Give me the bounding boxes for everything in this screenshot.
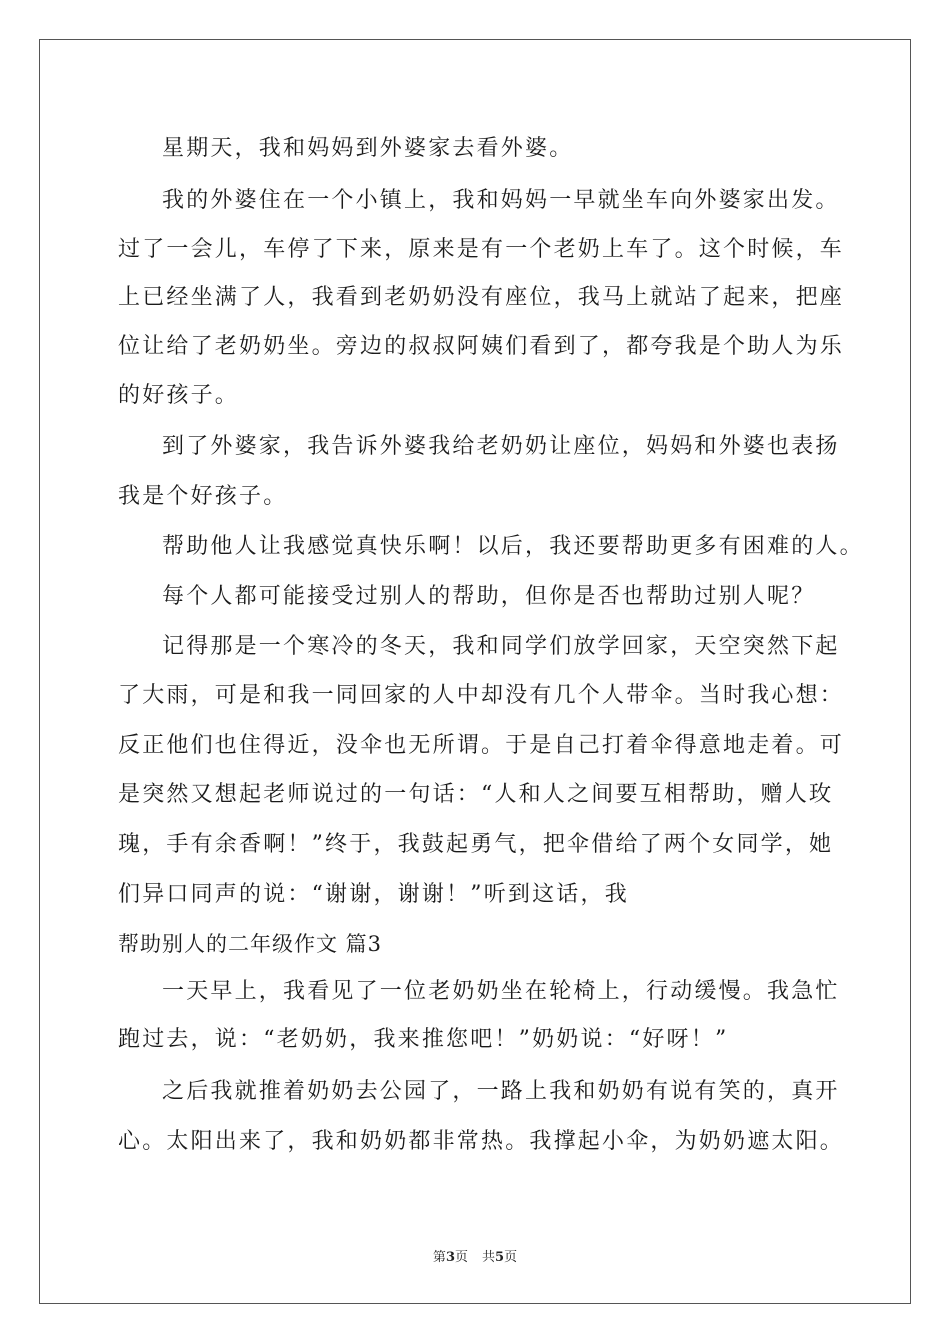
paragraph-line: 们异口同声的说：“谢谢，谢谢！”听到这话，我 (118, 882, 629, 907)
page-footer (0, 1249, 950, 1267)
paragraph-line: 过了一会儿，车停了下来，原来是有一个老奶上车了。这个时候，车 (118, 237, 845, 262)
paragraph-line: 了大雨，可是和我一同回家的人中却没有几个人带伞。当时我心想： (118, 683, 845, 708)
paragraph-line: 心。太阳出来了，我和奶奶都非常热。我撑起小伞，为奶奶遮太阳。 (118, 1129, 845, 1154)
page-label: 第3页 (432, 1250, 468, 1265)
total-pages-label: 共5页 (482, 1250, 518, 1265)
paragraph-line: 位让给了老奶奶坐。旁边的叔叔阿姨们看到了，都夸我是个助人为乐 (118, 334, 845, 359)
paragraph-line: 的好孩子。 (118, 383, 240, 408)
paragraph-line: 我是个好孩子。 (118, 484, 288, 509)
page-border (39, 39, 911, 1304)
paragraph-line: 星期天，我和妈妈到外婆家去看外婆。 (162, 136, 574, 161)
paragraph-line: 上已经坐满了人，我看到老奶奶没有座位，我马上就站了起来，把座 (118, 285, 845, 310)
paragraph-line: 跑过去，说：“老奶奶，我来推您吧！”奶奶说：“好呀！” (118, 1027, 729, 1052)
paragraph-line: 之后我就推着奶奶去公园了，一路上我和奶奶有说有笑的，真开 (162, 1079, 840, 1104)
paragraph-line: 记得那是一个寒冷的冬天，我和同学们放学回家，天空突然下起 (162, 634, 840, 659)
paragraph-line: 帮助他人让我感觉真快乐啊！以后，我还要帮助更多有困难的人。 (162, 534, 864, 559)
paragraph-line: 反正他们也住得近，没伞也无所谓。于是自己打着伞得意地走着。可 (118, 733, 845, 758)
section-heading: 帮助别人的二年级作文 篇3 (118, 932, 383, 956)
paragraph-line: 到了外婆家，我告诉外婆我给老奶奶让座位，妈妈和外婆也表扬 (162, 434, 840, 459)
paragraph-line: 瑰，手有余香啊！”终于，我鼓起勇气，把伞借给了两个女同学，她 (118, 832, 834, 857)
paragraph-line: 我的外婆住在一个小镇上，我和妈妈一早就坐车向外婆家出发。 (162, 188, 840, 213)
paragraph-line: 是突然又想起老师说过的一句话：“人和人之间要互相帮助，赠人玫 (118, 782, 834, 807)
paragraph-line: 每个人都可能接受过别人的帮助，但你是否也帮助过别人呢？ (162, 584, 816, 609)
paragraph-line: 一天早上，我看见了一位老奶奶坐在轮椅上，行动缓慢。我急忙 (162, 979, 840, 1004)
